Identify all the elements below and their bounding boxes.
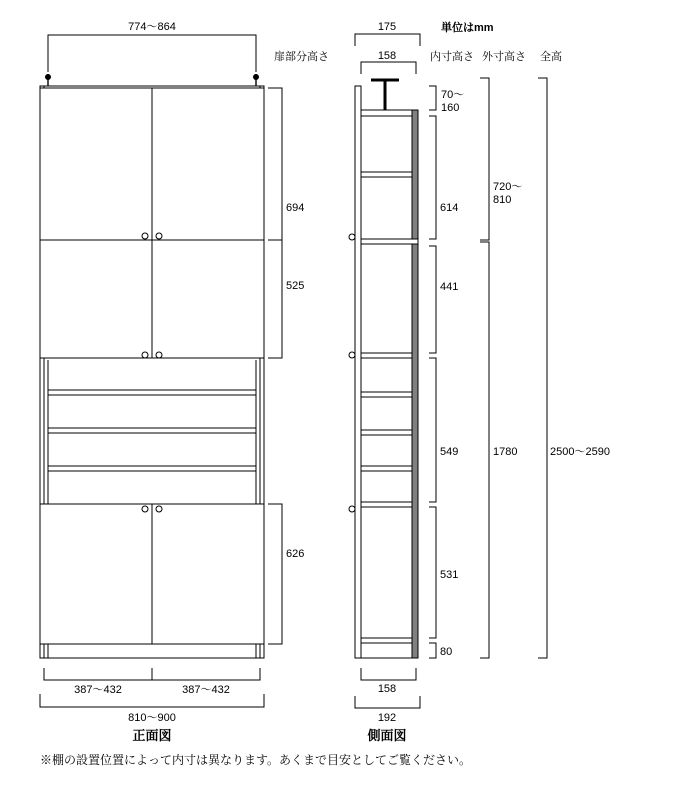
side-plinth [361, 643, 412, 658]
knob [156, 506, 162, 512]
inner-height-top-line2: 160 [441, 102, 460, 114]
inner-height-1: 614 [440, 202, 459, 214]
header-door-height: 扉部分高さ [274, 51, 329, 63]
upper-doors [40, 88, 264, 240]
inner-depth-bottom-label: 158 [377, 683, 397, 695]
unit-label: 単位はmm [441, 22, 494, 34]
top-width-bracket [48, 35, 256, 72]
side-top-panel [361, 110, 417, 116]
front-view-title: 正面図 [132, 728, 172, 743]
middle-doors [40, 240, 264, 358]
side-shelves [361, 172, 418, 643]
knob [142, 233, 148, 239]
outer-height-brackets [480, 78, 489, 658]
outer-height-bottom: 1780 [493, 446, 518, 458]
knob [349, 352, 355, 358]
top-depth-label: 175 [377, 21, 397, 33]
header-total-height: 全高 [540, 51, 562, 63]
side-view [274, 20, 610, 743]
total-height-bracket [538, 78, 547, 658]
door-width-right: 387～432 [182, 684, 230, 696]
knob [349, 234, 355, 240]
outer-height-top [493, 181, 525, 206]
knob [349, 506, 355, 512]
knob [156, 352, 162, 358]
front-view [40, 21, 304, 743]
inner-depth-bottom-bracket [361, 668, 416, 680]
inner-height-top-line1: 70～ [441, 89, 465, 101]
top-width-label: 774～864 [128, 21, 176, 33]
header-outer-height: 外寸高さ [482, 51, 526, 63]
side-back-panel [412, 110, 418, 658]
top-depth-bracket [355, 34, 420, 46]
door-width-left: 387～432 [74, 684, 122, 696]
inner-height-5: 80 [440, 646, 453, 658]
lower-doors [40, 504, 264, 644]
total-width-label: 810～900 [128, 712, 176, 724]
side-view-title: 側面図 [367, 728, 407, 743]
outer-height-top-line1: 720～ [493, 181, 523, 193]
knob [156, 233, 162, 239]
footnote: ※棚の設置位置によって内寸は異なります。あくまで目安としてご覧ください。 [40, 753, 472, 767]
side-front-edge [355, 86, 361, 658]
door-height-brackets [268, 88, 282, 644]
ceiling-brace [371, 80, 399, 110]
inner-height-2: 441 [440, 281, 459, 293]
door-width-bracket [44, 668, 260, 680]
inner-height-3: 549 [440, 446, 459, 458]
top-adjusters [46, 74, 259, 86]
inner-height-brackets [429, 86, 436, 658]
total-height-label: 2500～2590 [550, 446, 610, 458]
door-height-upper: 694 [286, 202, 305, 214]
total-depth-bracket [355, 696, 420, 708]
knob [142, 352, 148, 358]
inner-height-4: 531 [440, 569, 459, 581]
outer-height-top-line2: 810 [493, 194, 512, 206]
inner-depth-top-label: 158 [377, 50, 397, 62]
door-height-lower: 626 [286, 548, 305, 560]
inner-height-top [441, 89, 467, 114]
total-depth-label: 192 [377, 712, 397, 724]
door-height-middle: 525 [286, 280, 305, 292]
inner-depth-top-bracket [361, 62, 416, 74]
knob [142, 506, 148, 512]
header-inner-height: 内寸高さ [430, 51, 474, 63]
